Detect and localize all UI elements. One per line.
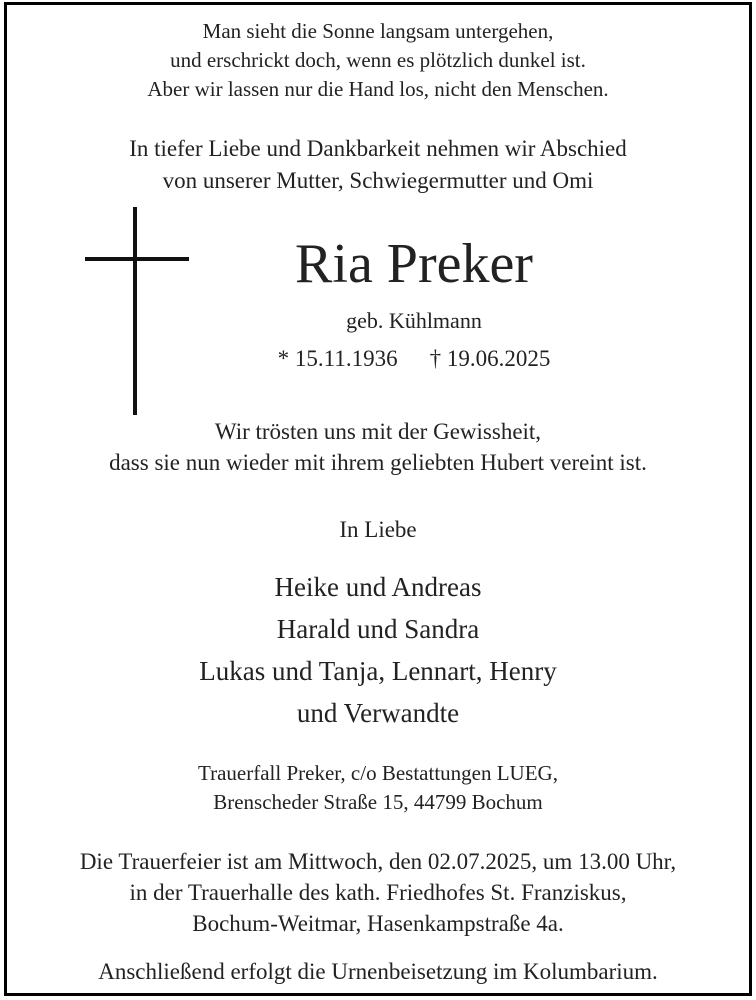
motto-line-1: Man sieht die Sonne langsam untergehen, — [202, 19, 554, 43]
motto-line-3: Aber wir lassen nur die Hand los, nicht den Menschen. — [147, 77, 609, 101]
farewell-intro — [7, 133, 749, 197]
family-line-4: und Verwandte — [296, 698, 460, 728]
motto-verse — [7, 17, 749, 104]
family-names — [7, 566, 749, 734]
in-love-label: In Liebe — [339, 517, 417, 542]
family-line-2: Harald und Sandra — [276, 614, 480, 644]
deceased-name: Ria Preker — [295, 233, 533, 295]
family-line-1: Heike und Andreas — [274, 572, 482, 602]
contact-address — [7, 759, 749, 817]
comfort-line-1: Wir trösten uns mit der Gewissheit, — [214, 419, 542, 444]
intro-line-2: von unserer Mutter, Schwiegermutter und Omi — [162, 168, 594, 193]
motto-line-2: und erschrickt doch, wenn es plötzlich dunkel ist. — [170, 48, 586, 72]
intro-line-1: In tiefer Liebe und Dankbarkeit nehmen wir Abschied — [129, 136, 627, 161]
contact-line-2: Brenscheder Straße 15, 44799 Bochum — [213, 790, 543, 814]
final-note: Anschließend erfolgt die Urnenbeisetzung im Kolumbarium. — [98, 959, 658, 984]
ceremony-details — [7, 846, 749, 939]
family-line-3: Lukas und Tanja, Lennart, Henry — [199, 656, 557, 686]
comfort-line-2: dass sie nun wieder mit ihrem geliebten Hubert vereint ist. — [109, 450, 647, 475]
ceremony-line-3: Bochum-Weitmar, Hasenkampstraße 4a. — [192, 911, 564, 936]
ceremony-line-1: Die Trauerfeier ist am Mittwoch, den 02.07.2025, um 13.00 Uhr, — [79, 849, 677, 874]
obituary-notice — [4, 2, 752, 996]
comfort-text — [7, 416, 749, 478]
ceremony-line-2: in der Trauerhalle des kath. Friedhofes St. Franziskus, — [129, 880, 627, 905]
life-dates — [43, 345, 756, 373]
death-date: † 19.06.2025 — [429, 346, 551, 371]
birth-date: * 15.11.1936 — [277, 346, 398, 371]
birth-name: geb. Kühlmann — [346, 308, 482, 333]
contact-line-1: Trauerfall Preker, c/o Bestattungen LUEG, — [198, 761, 558, 785]
